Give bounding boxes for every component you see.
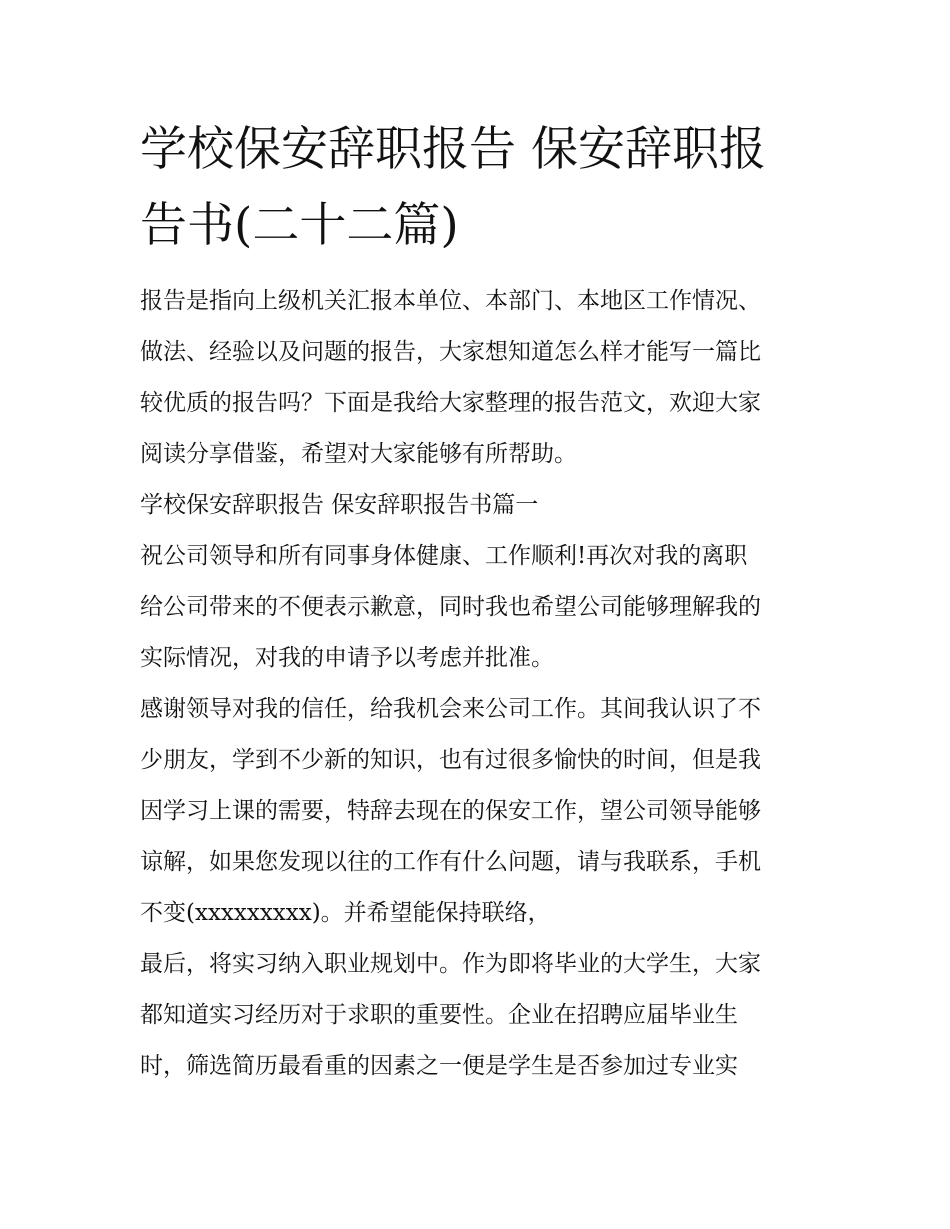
body-paragraph: 感谢领导对我的信任，给我机会来公司工作。其间我认识了不 少朋友，学到不少新的知识，也有过很多愉快的时间，但是我 因学习上课的需要，特辞去现在的保安工作，望公司领导能够 谅解，如果您发现以往的工作有什么问题，请与我联系，手机 不变(xxxxxxxxx)。并希望能保持联络， bbox=[140, 696, 761, 926]
body-paragraph: 最后，将实习纳入职业规划中。作为即将毕业的大学生，大家 都知道实习经历对于求职的重要性。企业在招聘应届毕业生 时，筛选简历最看重的因素之一便是学生是否参加过专业实 bbox=[140, 951, 761, 1079]
intro-paragraph: 报告是指向上级机关汇报本单位、本部门、本地区工作情况、 做法、经验以及问题的报告，大家想知道怎么样才能写一篇比 较优质的报告吗？下面是我给大家整理的报告范文，欢迎大家 阅读分享借鉴，希望对大家能够有所帮助。 bbox=[140, 288, 761, 467]
section-heading: 学校保安辞职报告 保安辞职报告书篇一 bbox=[140, 492, 539, 518]
document-title: 学校保安辞职报告 保安辞职报 告书(二十二篇) bbox=[140, 122, 766, 253]
document-body bbox=[140, 276, 814, 1092]
body-paragraph: 祝公司领导和所有同事身体健康、工作顺利!再次对我的离职 给公司带来的不便表示歉意，同时我也希望公司能够理解我的 实际情况，对我的申请予以考虑并批准。 bbox=[140, 543, 761, 671]
